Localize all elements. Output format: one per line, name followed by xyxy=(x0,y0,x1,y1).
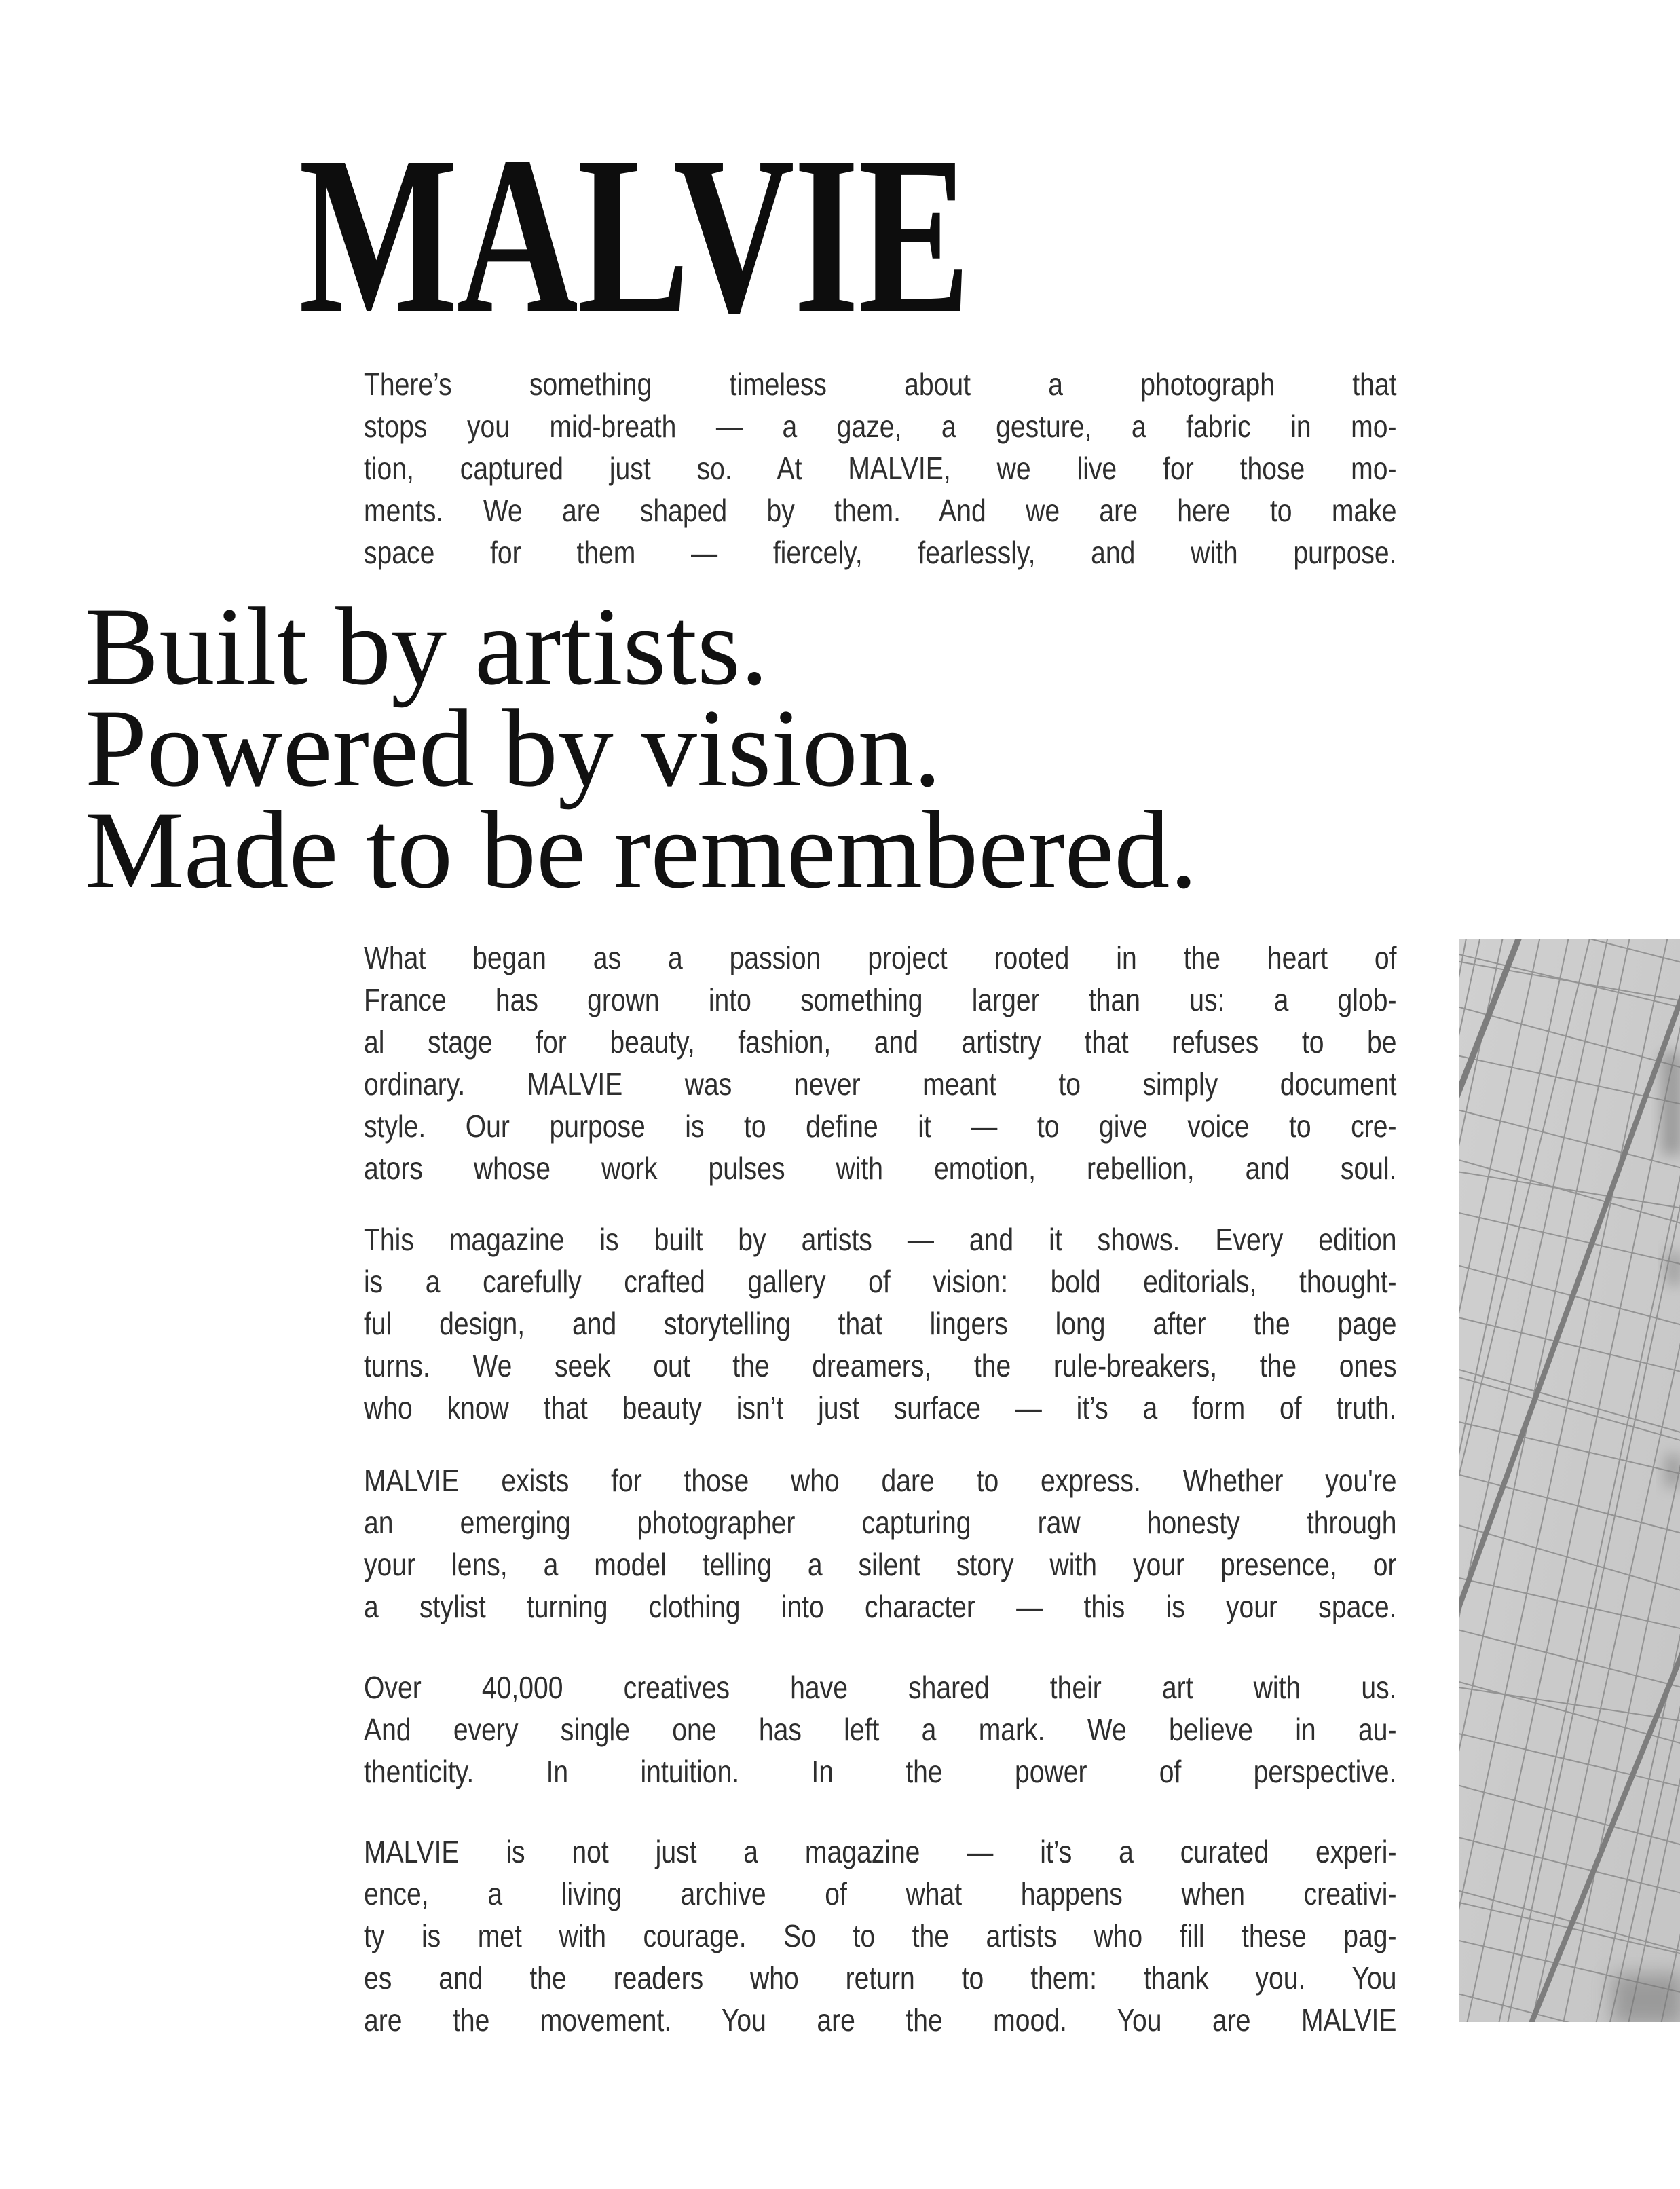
text-line: es and the readers who return to them: thank you. You xyxy=(364,1960,1397,1996)
intro-paragraph xyxy=(364,363,1397,574)
malvie-masthead: MALVIE xyxy=(299,110,970,360)
text-line: space for them — fiercely, fearlessly, and with purpose. xyxy=(364,535,1397,570)
text-line: ful design, and storytelling that lingers long after the page xyxy=(364,1306,1397,1341)
text-line: ordinary. MALVIE was never meant to simply document xyxy=(364,1066,1397,1102)
page-headline xyxy=(85,585,1198,912)
text-line: are the movement. You are the mood. You are MALVIE xyxy=(364,2002,1397,2038)
paragraph-creatives-count xyxy=(364,1666,1397,1793)
text-line: MALVIE is not just a magazine — it’s a curated experi- xyxy=(364,1834,1397,1869)
text-line: your lens, a model telling a silent story with your presence, or xyxy=(364,1547,1397,1582)
text-line: What began as a passion project rooted in the heart of xyxy=(364,940,1397,975)
headline-line: Powered by vision. xyxy=(85,687,941,810)
text-line: an emerging photographer capturing raw honesty through xyxy=(364,1505,1397,1540)
text-line: style. Our purpose is to define it — to give voice to cre- xyxy=(364,1108,1397,1144)
text-line: ments. We are shaped by them. And we are here to make xyxy=(364,493,1397,528)
paragraph-dare-to-express xyxy=(364,1459,1397,1628)
paragraph-origin-story xyxy=(364,937,1397,1189)
text-line: stops you mid-breath — a gaze, a gesture, a fabric in mo- xyxy=(364,409,1397,444)
text-line: thenticity. In intuition. In the power of perspective. xyxy=(364,1754,1397,1789)
paragraph-closing xyxy=(364,1831,1397,2041)
abstract-line-art-image xyxy=(1459,939,1680,2022)
headline-line: Built by artists. xyxy=(85,585,768,708)
text-line: There’s something timeless about a photograph that xyxy=(364,367,1397,402)
text-line: France has grown into something larger than us: a glob- xyxy=(364,982,1397,1017)
text-line: is a carefully crafted gallery of vision: bold editorials, thought- xyxy=(364,1264,1397,1299)
text-line: turns. We seek out the dreamers, the rule-breakers, the ones xyxy=(364,1348,1397,1383)
text-line: This magazine is built by artists — and it shows. Every edition xyxy=(364,1222,1397,1257)
text-line: MALVIE exists for those who dare to express. Whether you're xyxy=(364,1463,1397,1498)
text-line: al stage for beauty, fashion, and artistry that refuses to be xyxy=(364,1024,1397,1060)
text-line: tion, captured just so. At MALVIE, we live for those mo- xyxy=(364,451,1397,486)
text-line: ty is met with courage. So to the artists who fill these pag- xyxy=(364,1918,1397,1953)
text-line: Over 40,000 creatives have shared their art with us. xyxy=(364,1670,1397,1705)
paragraph-built-by-artists xyxy=(364,1218,1397,1429)
text-line: who know that beauty isn’t just surface — it’s a form of truth. xyxy=(364,1390,1397,1425)
text-line: And every single one has left a mark. We believe in au- xyxy=(364,1712,1397,1747)
text-line: a stylist turning clothing into character — this is your space. xyxy=(364,1589,1397,1624)
text-line: ators whose work pulses with emotion, rebellion, and soul. xyxy=(364,1150,1397,1186)
headline-line: Made to be remembered. xyxy=(85,789,1198,912)
text-line: ence, a living archive of what happens when creativi- xyxy=(364,1876,1397,1911)
